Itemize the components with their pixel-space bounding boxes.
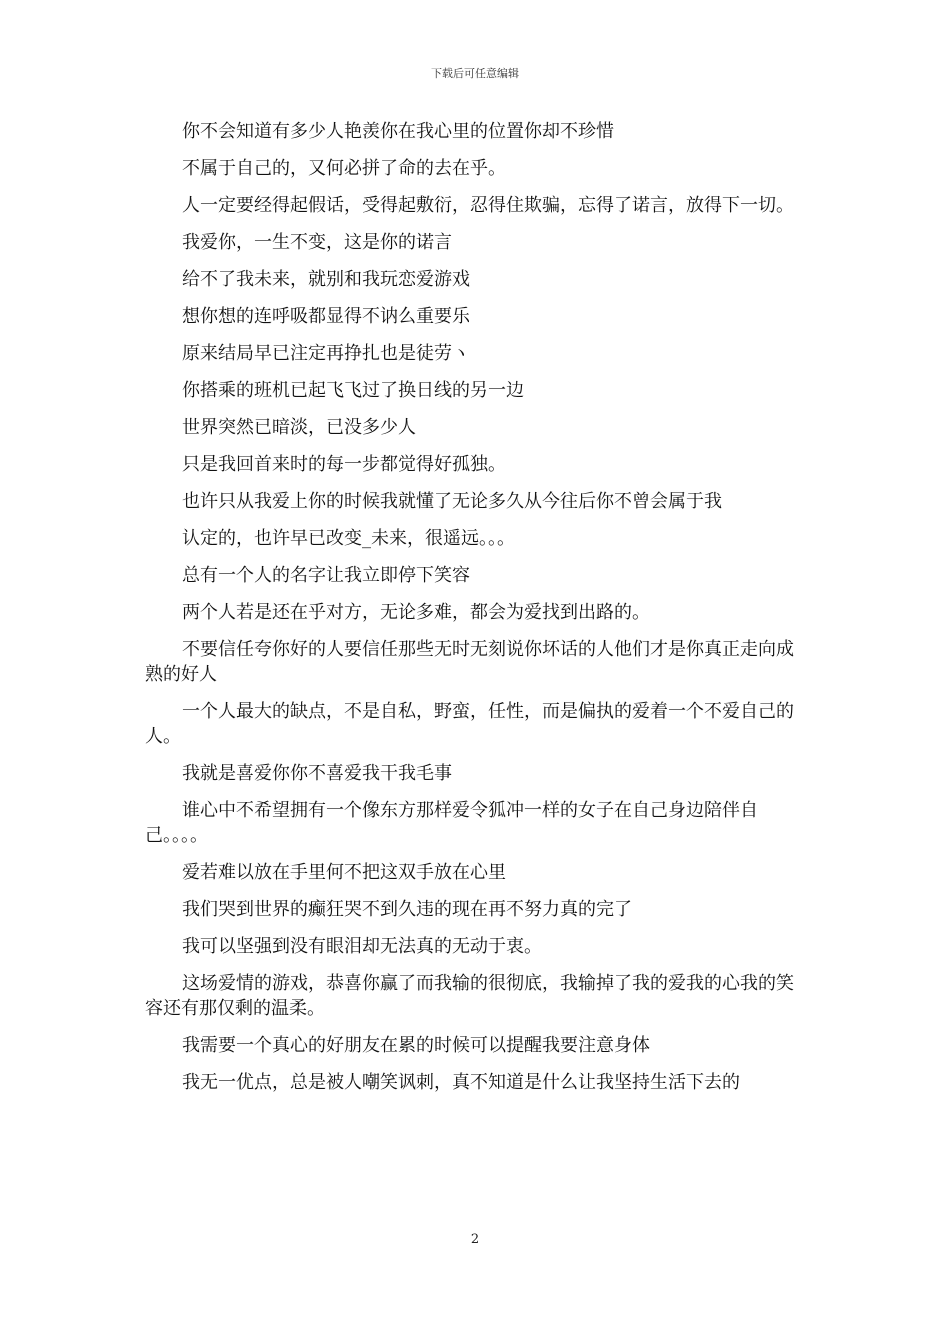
paragraph: 不属于自己的，又何必拼了命的去在乎。	[182, 158, 506, 179]
paragraph: 人一定要经得起假话，受得起敷衍，忍得住欺骗，忘得了诺言，放得下一切。	[182, 195, 794, 216]
paragraph: 只是我回首来时的每一步都觉得好孤独。	[182, 454, 506, 475]
paragraph: 我无一优点，总是被人嘲笑讽刺，真不知道是什么让我坚持生活下去的	[182, 1072, 740, 1093]
paragraph: 一个人最大的缺点，不是自私，野蛮，任性，而是偏执的爱着一个不爱自己的人。	[145, 701, 794, 747]
paragraph: 原来结局早已注定再挣扎也是徒劳ヽ	[182, 343, 470, 364]
paragraph: 爱若难以放在手里何不把这双手放在心里	[182, 862, 506, 883]
paragraph: 我可以坚强到没有眼泪却无法真的无动于衷。	[182, 936, 542, 957]
paragraph: 给不了我未来，就别和我玩恋爱游戏	[182, 269, 470, 290]
paragraph: 谁心中不希望拥有一个像东方那样爱令狐冲一样的女子在自己身边陪伴自己。。。。	[145, 800, 758, 846]
paragraph: 我就是喜爱你你不喜爱我干我毛事	[182, 763, 452, 784]
paragraph: 认定的，也许早已改变_未来，很遥远。。。	[182, 528, 515, 549]
page-header: 下载后可任意编辑	[431, 67, 519, 80]
paragraph: 总有一个人的名字让我立即停下笑容	[182, 565, 470, 586]
paragraph: 这场爱情的游戏，恭喜你赢了而我输的很彻底，我输掉了我的爱我的心我的笑容还有那仅剩的温柔。	[145, 973, 794, 1019]
paragraph: 两个人若是还在乎对方，无论多难，都会为爱找到出路的。	[182, 602, 650, 623]
paragraph: 你搭乘的班机已起飞飞过了换日线的另一边	[182, 380, 524, 401]
paragraph: 想你想的连呼吸都显得不讷么重要乐	[182, 306, 470, 327]
paragraph: 不要信任夸你好的人要信任那些无时无刻说你坏话的人他们才是你真正走向成熟的好人	[145, 639, 794, 685]
paragraph: 我们哭到世界的癫狂哭不到久违的现在再不努力真的完了	[182, 899, 632, 920]
paragraph: 你不会知道有多少人艳羡你在我心里的位置你却不珍惜	[182, 121, 614, 142]
paragraph: 世界突然已暗淡，已没多少人	[182, 417, 416, 438]
paragraph: 我爱你，一生不变，这是你的诺言	[182, 232, 452, 253]
page-number: 2	[470, 1232, 480, 1247]
paragraph: 也许只从我爱上你的时候我就懂了无论多久从今往后你不曾会属于我	[182, 491, 722, 512]
paragraph: 我需要一个真心的好朋友在累的时候可以提醒我要注意身体	[182, 1035, 650, 1056]
document-body	[145, 119, 811, 1107]
